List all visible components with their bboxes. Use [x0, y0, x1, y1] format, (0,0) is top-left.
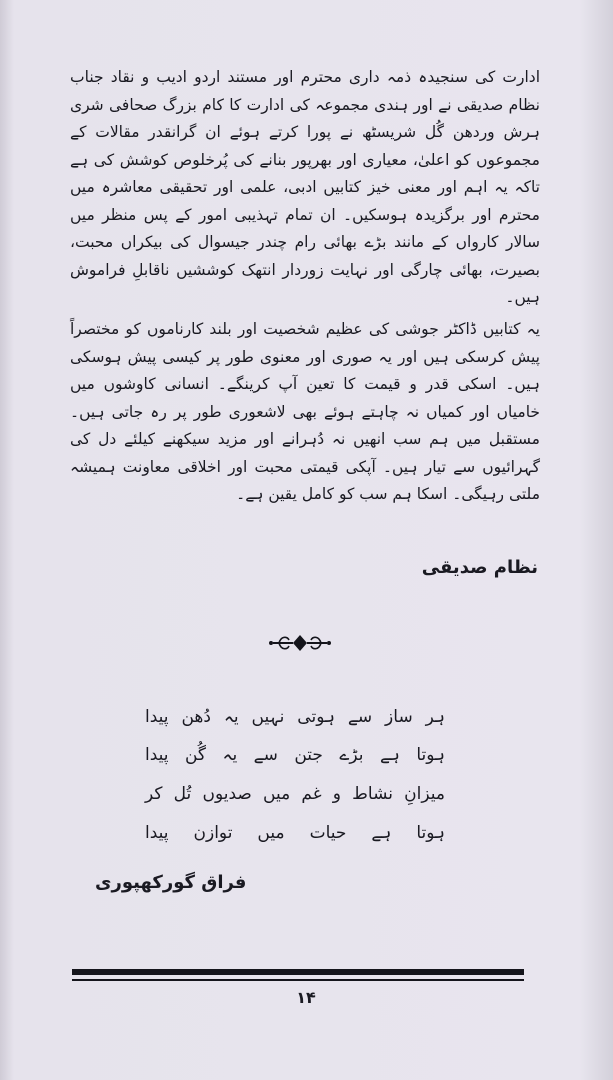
poem-verse: میزانِ نشاط و غم میں صدیوں تُل کر — [145, 784, 445, 804]
page-number: ۱۴ — [296, 988, 316, 1007]
author-signature: نظام صدیقی — [421, 557, 538, 578]
ornament-divider-icon — [265, 628, 335, 658]
footer-rule-thick — [72, 969, 524, 975]
poem-verse: ہوتا ہے بڑے جتن سے یہ گُن پیدا — [145, 745, 445, 765]
poet-name: فراق گورکھپوری — [95, 872, 247, 893]
paragraph-1: ادارت کی سنجیدہ ذمہ داری محترم اور مستند اردو ادیب و نقاد جناب نظام صدیقی نے اور ہندی مجموعہ کی ادارت کا کام بزرگ صحافی شری ہرش وردھن گُل شریسٹھ نے پورا کرتے ہوئے ان گرانقدر مقالات کے مجموعوں کو اعلیٰ، معیاری اور بھرپور بنانے کی پُرخلوص کوشش کی ہے تاکہ یہ اہم اور معنی خیز کتابیں ادبی، علمی اور تحقیقی معاشرہ میں محترم اور برگزیدہ ہوسکیں۔ ان تمام تہذیبی امور کے پس منظر میں سالار کارواں کے مانند بڑے بھائی رام چندر جیسوال کی بیکراں محبت، بصیرت، بھائی چارگی اور نہایت زوردار انتھک کوششیں ناقابلِ فراموش ہیں۔ — [70, 68, 540, 306]
paragraph-2: یہ کتابیں ڈاکٹر جوشی کی عظیم شخصیت اور بلند کارناموں کو مختصراً پیش کرسکی ہیں اور یہ صوری اور معنوی طور پر کیسی پیش ہوسکی ہیں۔ اسکی قدر و قیمت کا تعین آپ کرینگے۔ انسانی کاوشوں میں خامیاں اور کمیاں نہ چاہتے ہوئے بھی لاشعوری طور پر رہ جاتی ہیں۔ مستقبل میں ہم سب انھیں نہ دُہرانے اور مزید سیکھنے کیلئے دل کی گہرائیوں سے تیار ہیں۔ آپکی قیمتی محبت اور اخلاقی معاونت ہمیشہ ملتی رہیگی۔ اسکا ہم سب کو کامل یقین ہے۔ — [70, 320, 540, 503]
poem-verse: ہوتا ہے حیات میں توازن پیدا — [145, 823, 445, 843]
poem-verse: ہر ساز سے ہوتی نہیں یہ دُھن پیدا — [145, 707, 445, 727]
footer-rule-thin — [72, 979, 524, 981]
